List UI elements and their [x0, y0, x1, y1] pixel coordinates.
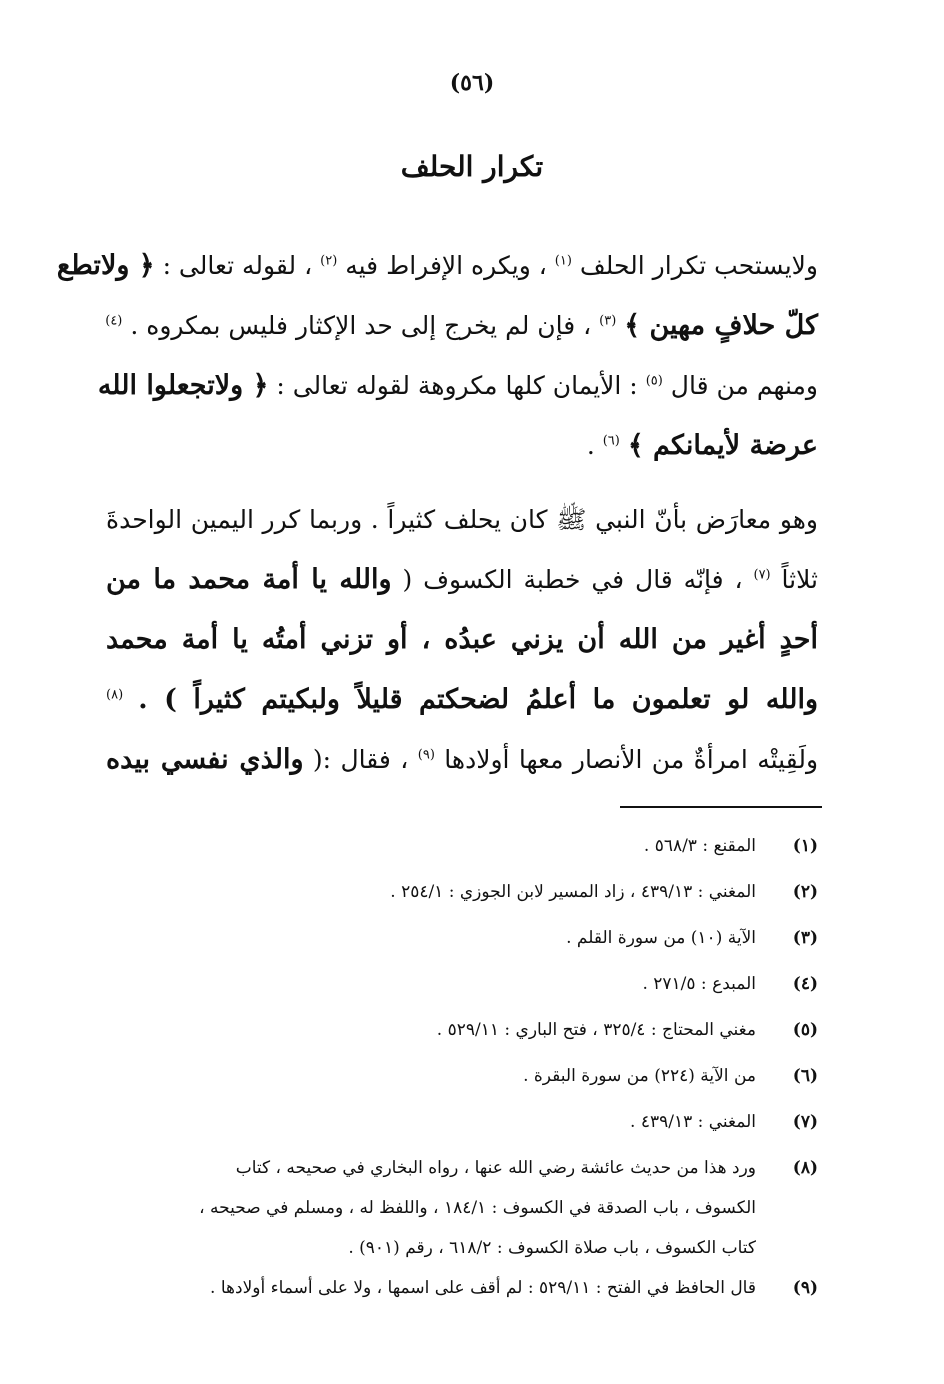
- hadith-quote: والله يا أمة محمد ما من: [106, 564, 392, 595]
- hadith-quote: والله لو تعلمون ما أعلمُ لضحكتم قليلاً ولبكيتم كثيراً ) .: [138, 684, 819, 715]
- chapter-title: تكرار الحلف: [400, 150, 544, 183]
- quran-quote: كلّ حلافٍ مهين ﴾: [624, 310, 818, 341]
- footnote-text: المقنع : ٥٦٨/٣ .: [643, 836, 756, 856]
- footnote-number: (٩): [792, 1278, 818, 1298]
- footnote-number: (٤): [792, 974, 818, 994]
- footnote-ref: (١): [554, 253, 572, 269]
- footnote-number: (٢): [792, 882, 818, 902]
- footnote-text: قال الحافظ في الفتح : ٥٢٩/١١ : لم أقف على اسمها ، ولا على أسماء أولادها .: [210, 1278, 756, 1298]
- footnote-ref: (٣): [599, 313, 617, 329]
- footnote-text: الكسوف ، باب الصدقة في الكسوف : ١٨٤/١ ، واللفظ له ، ومسلم في صحيحه ،: [199, 1198, 756, 1218]
- footnote-ref: (٩): [417, 747, 435, 763]
- body-line: ولَقِيتْه امرأةٌ من الأنصار معها أولادها $^{(٩)}$ ، فقال :( والذي نفسي بيده: [106, 744, 819, 775]
- footnote-number: (٨): [792, 1158, 818, 1178]
- body-line: كلّ حلافٍ مهين ﴾ $^{(٣)}$ ، فإن لم يخرج إلى حد الإكثار فليس بمكروه . $^{(٤)}$: [105, 310, 818, 341]
- footnote-number: (٦): [792, 1066, 818, 1086]
- quran-quote: عرضة لأيمانكم ﴾: [627, 430, 818, 461]
- footnote-text: ورد هذا من حديث عائشة رضي الله عنها ، رواه البخاري في صحيحه ، كتاب: [235, 1158, 756, 1178]
- quran-quote: ﴿ ولاتجعلوا الله: [97, 370, 269, 401]
- footnote-number: (٣): [792, 928, 818, 948]
- footnote-number: (١): [792, 836, 818, 856]
- footnote-number: (٧): [792, 1112, 818, 1132]
- footnote: [106, 918, 818, 964]
- body-line: [106, 610, 818, 670]
- body-line: ومنهم من قال $^{(٥)}$ : الأيمان كلها مكروهة لقوله تعالى : ﴿ ولاتجعلوا الله: [97, 370, 818, 401]
- footnote-number: (٥): [792, 1020, 818, 1040]
- footnote: [106, 1010, 818, 1056]
- footnote-text: المغني : ٤٣٩/١٣ ، زاد المسير لابن الجوزي : ٢٥٤/١ .: [390, 882, 756, 902]
- footnote-text: المبدع : ٢٧١/٥ .: [642, 974, 756, 994]
- page-number: (٥٦): [449, 70, 495, 96]
- body-text: [56, 236, 819, 790]
- footnote-text: كتاب الكسوف ، باب صلاة الكسوف : ٦١٨/٢ ، رقم (٩٠١) .: [348, 1238, 756, 1258]
- footnote-ref: (٤): [105, 313, 123, 329]
- footnote: [106, 1268, 818, 1314]
- footnote: [106, 964, 818, 1010]
- footnote-divider: [620, 806, 822, 808]
- footnote-ref: (٥): [645, 373, 663, 389]
- footnote: [106, 872, 818, 918]
- footnote: [106, 1056, 818, 1102]
- footnote-text: مغني المحتاج : ٣٢٥/٤ ، فتح الباري : ٥٢٩/١١ .: [436, 1020, 756, 1040]
- footnote-text: من الآية (٢٢٤) من سورة البقرة .: [523, 1066, 756, 1086]
- footnote: [106, 1102, 818, 1148]
- footnote: [106, 1148, 818, 1268]
- hadith-quote: والذي نفسي بيده: [106, 744, 304, 775]
- footnote-ref: (٧): [753, 567, 771, 583]
- body-line: ولايستحب تكرار الحلف $^{(١)}$ ، ويكره الإفراط فيه $^{(٢)}$ ، لقوله تعالى : ﴿ ولاتطع: [56, 250, 818, 281]
- footnote: [106, 826, 818, 872]
- footnote-ref: (٢): [320, 253, 338, 269]
- footnote-ref: (٦): [602, 433, 620, 449]
- footnote-ref: (٨): [106, 687, 124, 703]
- quran-quote: ﴿ ولاتطع: [56, 250, 155, 281]
- footnotes: [106, 826, 818, 1314]
- footnote-text: الآية (١٠) من سورة القلم .: [566, 928, 756, 948]
- body-line: عرضة لأيمانكم ﴾ $^{(٦)}$ .: [586, 430, 818, 461]
- body-line: ثلاثاً $^{(٧)}$ ، فإنّه قال في خطبة الكسوف ( والله يا أمة محمد ما من: [106, 564, 818, 595]
- hadith-quote: أحدٍ أغير من الله أن يزني عبدُه ، أو تزني أمتُه يا أمة محمد: [106, 624, 818, 655]
- body-line: وهو معارَض بأنّ النبي ﷺ كان يحلف كثيراً . وربما كرر اليمين الواحدةَ: [106, 505, 818, 534]
- footnote-text: المغني : ٤٣٩/١٣ .: [630, 1112, 756, 1132]
- body-line: [106, 670, 818, 730]
